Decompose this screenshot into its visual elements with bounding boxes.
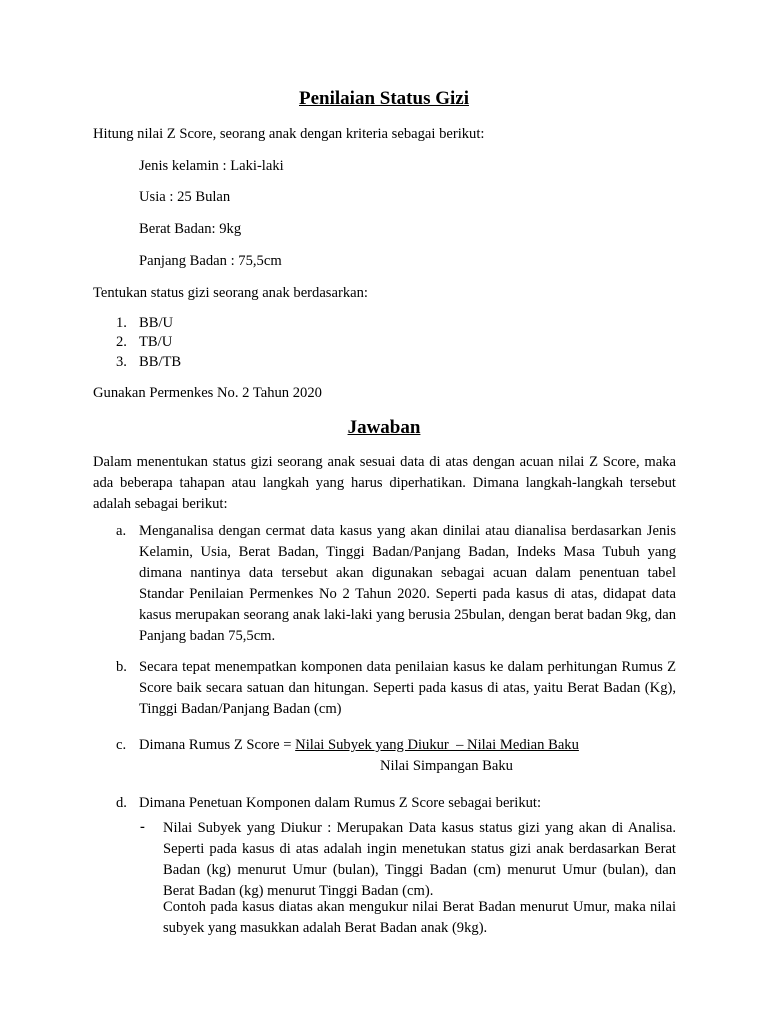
step-d-label: d. xyxy=(116,795,127,811)
task-item-number: 2. xyxy=(116,334,127,350)
answer-title: Jawaban xyxy=(347,417,421,438)
intro-text: Hitung nilai Z Score, seorang anak dengan kriteria sebagai berikut: xyxy=(93,126,485,142)
bullet-text: Nilai Subyek yang Diukur : Merupakan Data kasus status gizi yang akan di Analisa. Seperti pada kasus di atas adalah ingin menetukan status gizi anak berdasarkan Berat Badan (kg) menurut Umur (bulan), Tinggi Badan (cm) menurut Umur (bulan), dan Berat Badan (kg) menurut Tinggi Badan (cm). xyxy=(163,820,676,899)
bullet-marker: - xyxy=(140,819,145,835)
task-item-text: BB/TB xyxy=(139,354,182,370)
formula-prefix: Dimana Rumus Z Score = xyxy=(139,737,296,753)
step-b-text: Secara tepat menempatkan komponen data penilaian kasus ke dalam perhitungan Rumus Z Score baik secara satuan dan hitungan. Seperti pada kasus di atas, yaitu Berat Badan (Kg), Tinggi Badan/Panjang Badan (cm) xyxy=(139,659,676,717)
task-item-text: BB/U xyxy=(139,315,174,331)
formula-denominator: Nilai Simpangan Baku xyxy=(380,758,513,774)
bullet-example: Contoh pada kasus diatas akan mengukur nilai Berat Badan menurut Umur, maka nilai subyek yang masukkan adalah Berat Badan anak (9kg). xyxy=(163,899,676,936)
answer-intro: Dalam menentukan status gizi seorang anak sesuai data di atas dengan acuan nilai Z Score, maka ada beberapa tahapan atau langkah yang harus diperhatikan. Dimana langkah-langkah tersebut adalah sebagai berikut: xyxy=(93,454,676,512)
page-title: Penilaian Status Gizi xyxy=(299,88,469,109)
step-a-text: Menganalisa dengan cermat data kasus yang akan dinilai atau dianalisa berdasarkan Jenis Kelamin, Usia, Berat Badan, Tinggi Badan/Panjang Badan, Indeks Masa Tubuh yang dimana nantinya data tersebut akan digunakan sebagai acuan dalam penentuan tabel Standar Penilaian Permenkes No 2 Tahun 2020. Seperti pada kasus di atas, didapat data kasus merupakan seorang anak laki-laki yang berusia 25bulan, dengan berat badan 9kg, dan Panjang badan 75,5cm. xyxy=(139,523,676,644)
criteria-item-weight: Berat Badan: 9kg xyxy=(139,221,242,237)
task-item-number: 1. xyxy=(116,315,127,331)
step-b-label: b. xyxy=(116,659,127,675)
step-d-text: Dimana Penetuan Komponen dalam Rumus Z Score sebagai berikut: xyxy=(139,795,542,811)
step-c-label: c. xyxy=(116,737,127,753)
criteria-item-gender: Jenis kelamin : Laki-laki xyxy=(139,158,284,174)
criteria-item-length: Panjang Badan : 75,5cm xyxy=(139,253,282,269)
formula-numerator: Nilai Subyek yang Diukur – Nilai Median Baku xyxy=(295,737,579,753)
step-a-label: a. xyxy=(116,523,127,539)
task-text: Tentukan status gizi seorang anak berdasarkan: xyxy=(93,285,368,301)
task-item-text: TB/U xyxy=(139,334,173,350)
criteria-item-age: Usia : 25 Bulan xyxy=(139,189,231,205)
reference-text: Gunakan Permenkes No. 2 Tahun 2020 xyxy=(93,385,322,401)
task-item-number: 3. xyxy=(116,354,127,370)
z-score-formula xyxy=(139,735,579,756)
